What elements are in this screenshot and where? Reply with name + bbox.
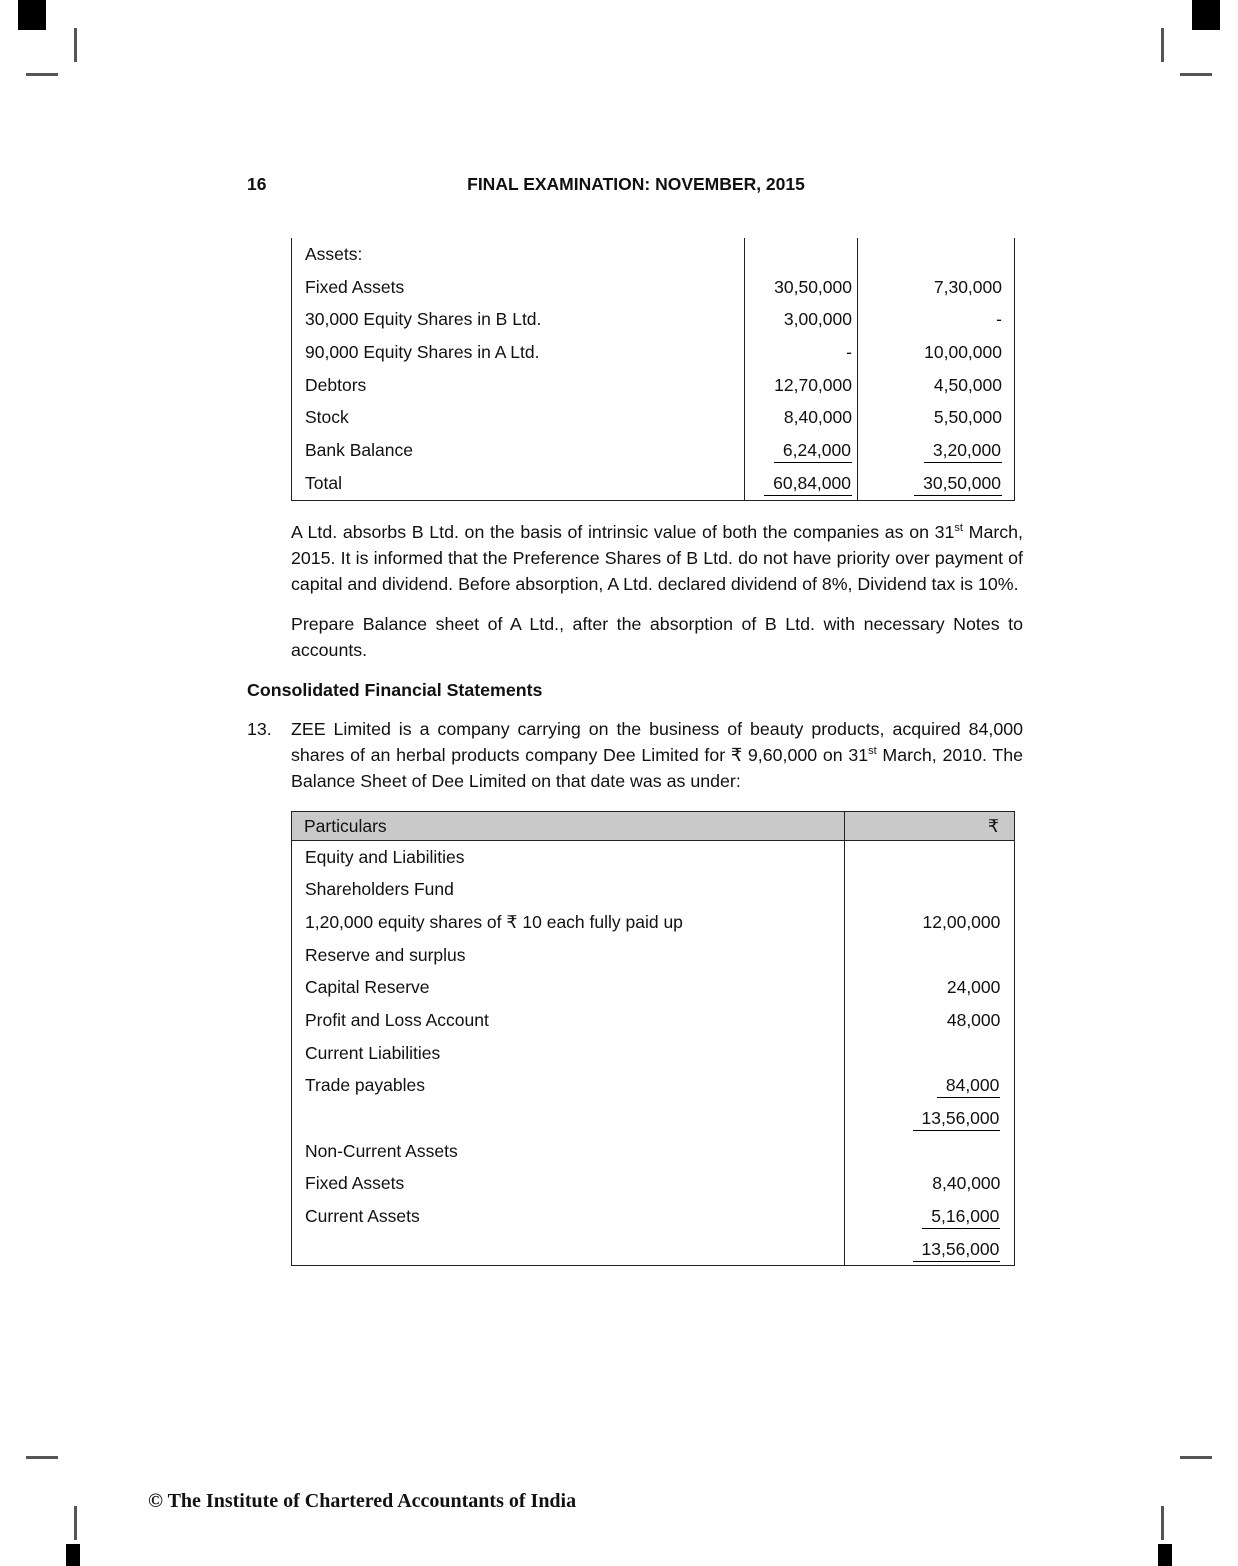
row-amount xyxy=(844,1233,1013,1266)
row-label: Trade payables xyxy=(305,1075,425,1096)
page-number: 16 xyxy=(247,174,267,194)
row-label xyxy=(292,1102,844,1135)
paragraph-text: March, 2015. It is informed that the Preference Shares of B Ltd. do not have priority over payment of capital and dividend. Before absorption, A Ltd. declared dividend of 8%, Dividend tax is 10%. xyxy=(291,521,1023,594)
row-label: 1,20,000 equity shares of ₹ 10 each fully paid up xyxy=(305,911,683,932)
row-label: Profit and Loss Account xyxy=(305,1009,489,1030)
underlined-amount: 60,84,000 xyxy=(764,473,852,496)
row-amount xyxy=(844,1037,1013,1070)
page-header xyxy=(0,174,1238,196)
row-label: Debtors xyxy=(305,374,367,395)
row-label: 90,000 Equity Shares in A Ltd. xyxy=(305,342,540,363)
row-label: Assets: xyxy=(305,244,363,264)
question-number: 13. xyxy=(247,718,272,739)
table-row xyxy=(292,1135,1014,1168)
table-row-total xyxy=(292,467,1014,500)
underlined-amount: 13,56,000 xyxy=(913,1108,1001,1131)
amount-a-ltd xyxy=(744,467,857,500)
table-row xyxy=(292,971,1014,1004)
question-text xyxy=(291,716,1023,794)
row-label xyxy=(292,1233,844,1266)
crop-mark xyxy=(1180,73,1212,76)
scan-corner-mark xyxy=(66,1544,80,1566)
table-row xyxy=(292,434,1014,467)
header-particulars: Particulars xyxy=(304,815,387,836)
crop-mark xyxy=(1180,1456,1212,1459)
row-amount: 8,40,000 xyxy=(844,1167,1013,1200)
amount-b-ltd xyxy=(857,434,1014,467)
table-row xyxy=(292,1069,1014,1102)
dee-balance-sheet-table xyxy=(291,811,1015,1267)
amount-b-ltd xyxy=(857,467,1014,500)
amount-a-ltd xyxy=(744,434,857,467)
underlined-amount: 5,16,000 xyxy=(922,1206,1000,1229)
page-content xyxy=(0,196,1238,1266)
row-label: Fixed Assets xyxy=(305,1173,405,1194)
row-label: Equity and Liabilities xyxy=(305,846,465,867)
question-text-part: March, 2010. The Balance Sheet of Dee Limited on that date was as under: xyxy=(291,744,1023,791)
row-amount xyxy=(844,939,1013,972)
question-13 xyxy=(247,716,1023,794)
row-amount xyxy=(844,1135,1013,1168)
table-row xyxy=(292,1004,1014,1037)
paragraph-text: A Ltd. absorbs B Ltd. on the basis of intrinsic value of both the companies as on 31 xyxy=(291,521,955,542)
paragraph-prepare: Prepare Balance sheet of A Ltd., after the absorption of B Ltd. with necessary Notes to accounts. xyxy=(291,613,1023,660)
table-body xyxy=(291,841,1015,1267)
row-amount: 24,000 xyxy=(844,971,1013,1004)
row-amount xyxy=(844,1069,1013,1102)
row-amount xyxy=(844,873,1013,906)
table-row xyxy=(292,1037,1014,1070)
row-label: Current Assets xyxy=(305,1206,420,1227)
question-text-part: ZEE Limited is a company carrying on the business of beauty products, acquired 84,000 shares of an herbal products company Dee Limited for ₹ 9,60,000 on 31 xyxy=(291,718,1023,765)
crop-mark xyxy=(1161,28,1164,62)
row-amount xyxy=(844,1102,1013,1135)
table-row xyxy=(292,401,1014,434)
underlined-amount: 13,56,000 xyxy=(913,1239,1001,1262)
amount-a-ltd: 8,40,000 xyxy=(744,401,857,434)
table-row-subtotal xyxy=(292,1102,1014,1135)
table-row xyxy=(292,238,1014,271)
amount-b-ltd: 4,50,000 xyxy=(857,369,1014,402)
row-label: Current Liabilities xyxy=(305,1042,441,1063)
header-title: FINAL EXAMINATION: NOVEMBER, 2015 xyxy=(467,174,805,194)
row-label: Stock xyxy=(305,407,349,428)
row-label: Shareholders Fund xyxy=(305,879,454,900)
row-amount xyxy=(844,1200,1013,1233)
table-header-row xyxy=(291,811,1015,841)
amount-b-ltd: - xyxy=(857,303,1014,336)
table-row xyxy=(292,336,1014,369)
section-heading: Consolidated Financial Statements xyxy=(247,679,543,700)
row-label: Bank Balance xyxy=(305,440,413,461)
paragraph-absorption xyxy=(291,519,1023,597)
table-row xyxy=(292,841,1014,874)
row-label: Total xyxy=(305,472,342,493)
underlined-amount: 3,20,000 xyxy=(924,440,1002,463)
row-amount xyxy=(844,841,1013,874)
row-label: Capital Reserve xyxy=(305,977,430,998)
row-amount: 48,000 xyxy=(844,1004,1013,1037)
amount-b-ltd xyxy=(857,238,1014,271)
underlined-amount: 6,24,000 xyxy=(774,440,852,463)
row-label: 30,000 Equity Shares in B Ltd. xyxy=(305,309,542,330)
amount-a-ltd: 12,70,000 xyxy=(744,369,857,402)
row-label: Non-Current Assets xyxy=(305,1140,458,1161)
table-row xyxy=(292,1167,1014,1200)
row-amount: 12,00,000 xyxy=(844,906,1013,939)
crop-mark xyxy=(26,73,58,76)
table-row-subtotal xyxy=(292,1233,1014,1266)
superscript-st: st xyxy=(954,521,963,534)
scan-corner-mark xyxy=(1192,0,1220,30)
superscript-st: st xyxy=(868,744,877,757)
table-row xyxy=(292,939,1014,972)
crop-mark xyxy=(1161,1506,1164,1540)
underlined-amount: 30,50,000 xyxy=(914,473,1002,496)
table-row xyxy=(292,873,1014,906)
amount-a-ltd: 3,00,000 xyxy=(744,303,857,336)
crop-mark xyxy=(74,28,77,62)
row-label: Fixed Assets xyxy=(305,276,405,297)
crop-mark xyxy=(74,1506,77,1540)
amount-b-ltd: 10,00,000 xyxy=(857,336,1014,369)
table-row xyxy=(292,303,1014,336)
amount-a-ltd xyxy=(744,238,857,271)
amount-b-ltd: 7,30,000 xyxy=(857,271,1014,304)
copyright-footer: © The Institute of Chartered Accountants of India xyxy=(148,1490,577,1512)
table-row xyxy=(292,369,1014,402)
crop-mark xyxy=(26,1456,58,1459)
table-row xyxy=(292,271,1014,304)
table-row xyxy=(292,1200,1014,1233)
table-row xyxy=(292,906,1014,939)
scan-corner-mark xyxy=(18,0,46,30)
amount-b-ltd: 5,50,000 xyxy=(857,401,1014,434)
amount-a-ltd: 30,50,000 xyxy=(744,271,857,304)
row-label: Reserve and surplus xyxy=(305,944,466,965)
underlined-amount: 84,000 xyxy=(937,1075,1001,1098)
amount-a-ltd: - xyxy=(744,336,857,369)
scan-corner-mark xyxy=(1158,1544,1172,1566)
assets-table xyxy=(291,238,1015,501)
header-rupee: ₹ xyxy=(844,812,1012,840)
